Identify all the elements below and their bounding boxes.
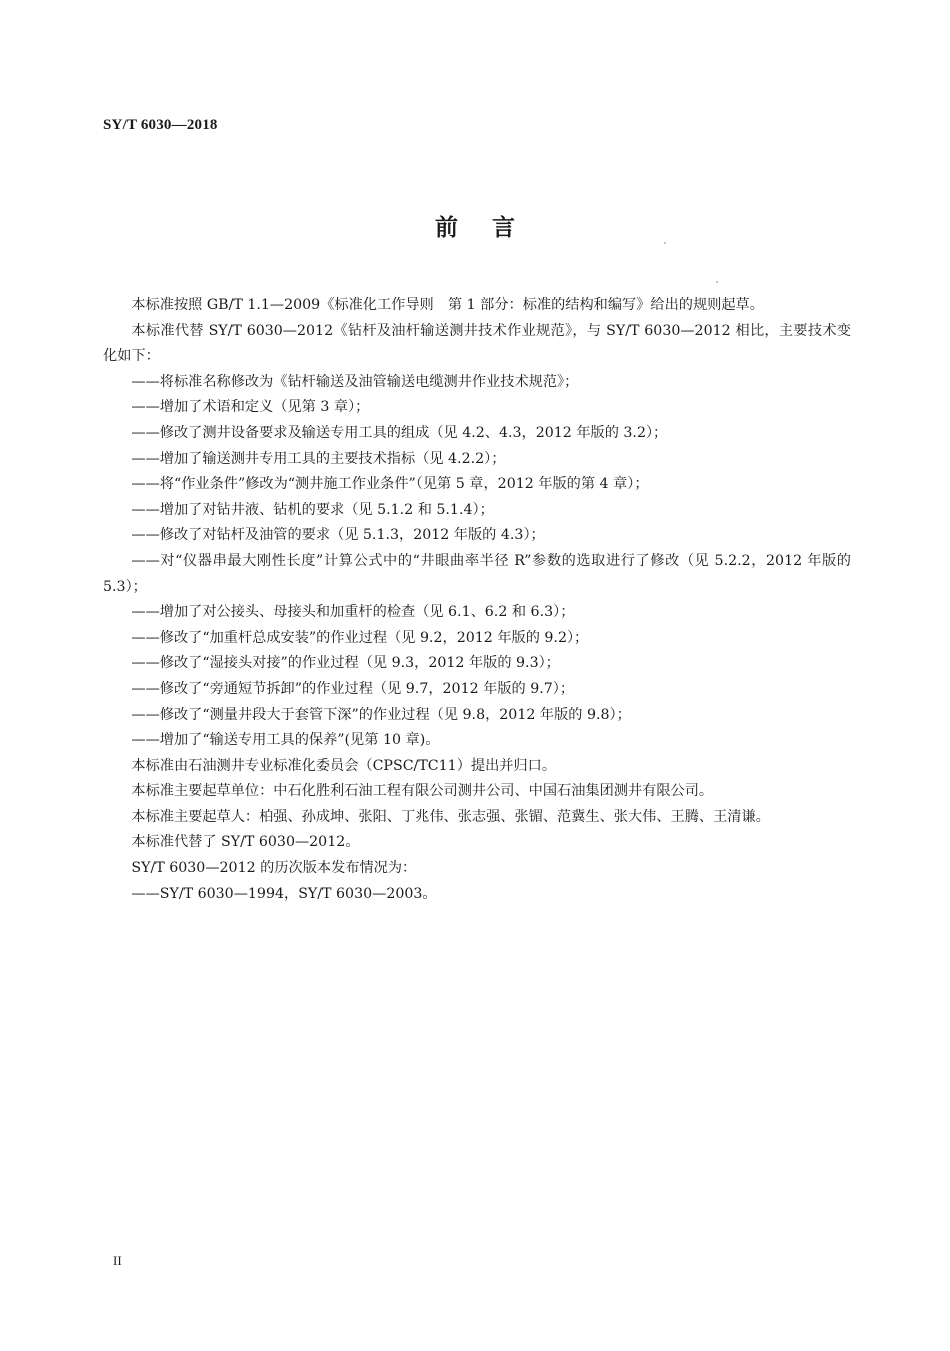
paragraph-proposer: 本标准由石油测井专业标准化委员会（CPSC/TC11）提出并归口。: [131, 757, 557, 774]
change-item: ——增加了输送测井专用工具的主要技术指标（见 4.2.2）；: [131, 450, 506, 467]
scan-speck: [664, 242, 666, 244]
change-item: ——增加了对公接头、母接头和加重杆的检查（见 6.1、6.2 和 6.3）；: [131, 604, 575, 621]
change-item: ——增加了术语和定义（见第 3 章）；: [131, 399, 370, 416]
document-code: SY/T 6030—2018: [103, 117, 218, 133]
paragraph-drafting-units: 本标准主要起草单位：中石化胜利石油工程有限公司测井公司、中国石油集团测井有限公司。: [131, 783, 714, 800]
paragraph-history-intro: SY/T 6030—2012 的历次版本发布情况为：: [131, 860, 417, 877]
change-item: ——修改了“湿接头对接”的作业过程（见 9.3，2012 年版的 9.3）；: [131, 655, 560, 672]
change-item: ——对“仪器串最大刚性长度”计算公式中的“井眼曲率半径 R”参数的选取进行了修改（见 5.2.2，2012 年版的 5.3）；: [103, 552, 851, 595]
paragraph-replaces: 本标准代替 SY/T 6030—2012《钻杆及油杆输送测井技术作业规范》，与 SY/T 6030—2012 相比，主要技术变化如下：: [103, 322, 851, 365]
change-item: ——增加了“输送专用工具的保养”(见第 10 章)。: [131, 732, 440, 749]
paragraph-drafting-rules: 本标准按照 GB/T 1.1—2009《标准化工作导则 第 1 部分：标准的结构和编写》给出的规则起草。: [131, 297, 764, 313]
change-item: ——将标准名称修改为《钻杆输送及油管输送电缆测井作业技术规范》；: [131, 373, 579, 390]
change-item: ——修改了“加重杆总成安装”的作业过程（见 9.2，2012 年版的 9.2）；: [131, 629, 589, 646]
paragraph-drafters: 本标准主要起草人：柏强、孙成坤、张阳、丁兆伟、张志强、张镅、范冀生、张大伟、王腾、王清谦。: [131, 808, 770, 825]
history-item: ——SY/T 6030—1994，SY/T 6030—2003。: [131, 885, 437, 902]
paragraph-replaced-standard: 本标准代替了 SY/T 6030—2012。: [131, 834, 360, 851]
change-item: ——修改了测井设备要求及输送专用工具的组成（见 4.2、4.3，2012 年版的 3.2）；: [131, 424, 668, 441]
change-item: ——增加了对钻井液、钻机的要求（见 5.1.2 和 5.1.4）；: [131, 501, 494, 518]
page-number: II: [113, 1253, 122, 1268]
change-item: ——修改了对钻杆及油管的要求（见 5.1.3，2012 年版的 4.3）；: [131, 527, 545, 544]
foreword-body: [103, 293, 851, 907]
change-item: ——修改了“测量井段大于套管下深”的作业过程（见 9.8，2012 年版的 9.8）；: [131, 706, 631, 723]
change-item: ——将“作业条件”修改为“测井施工作业条件”（见第 5 章，2012 年版的第 4 章）；: [131, 476, 649, 493]
page-title: 前言: [435, 215, 549, 241]
scan-speck: [716, 281, 718, 283]
change-item: ——修改了“旁通短节拆卸”的作业过程（见 9.7，2012 年版的 9.7）；: [131, 680, 575, 697]
